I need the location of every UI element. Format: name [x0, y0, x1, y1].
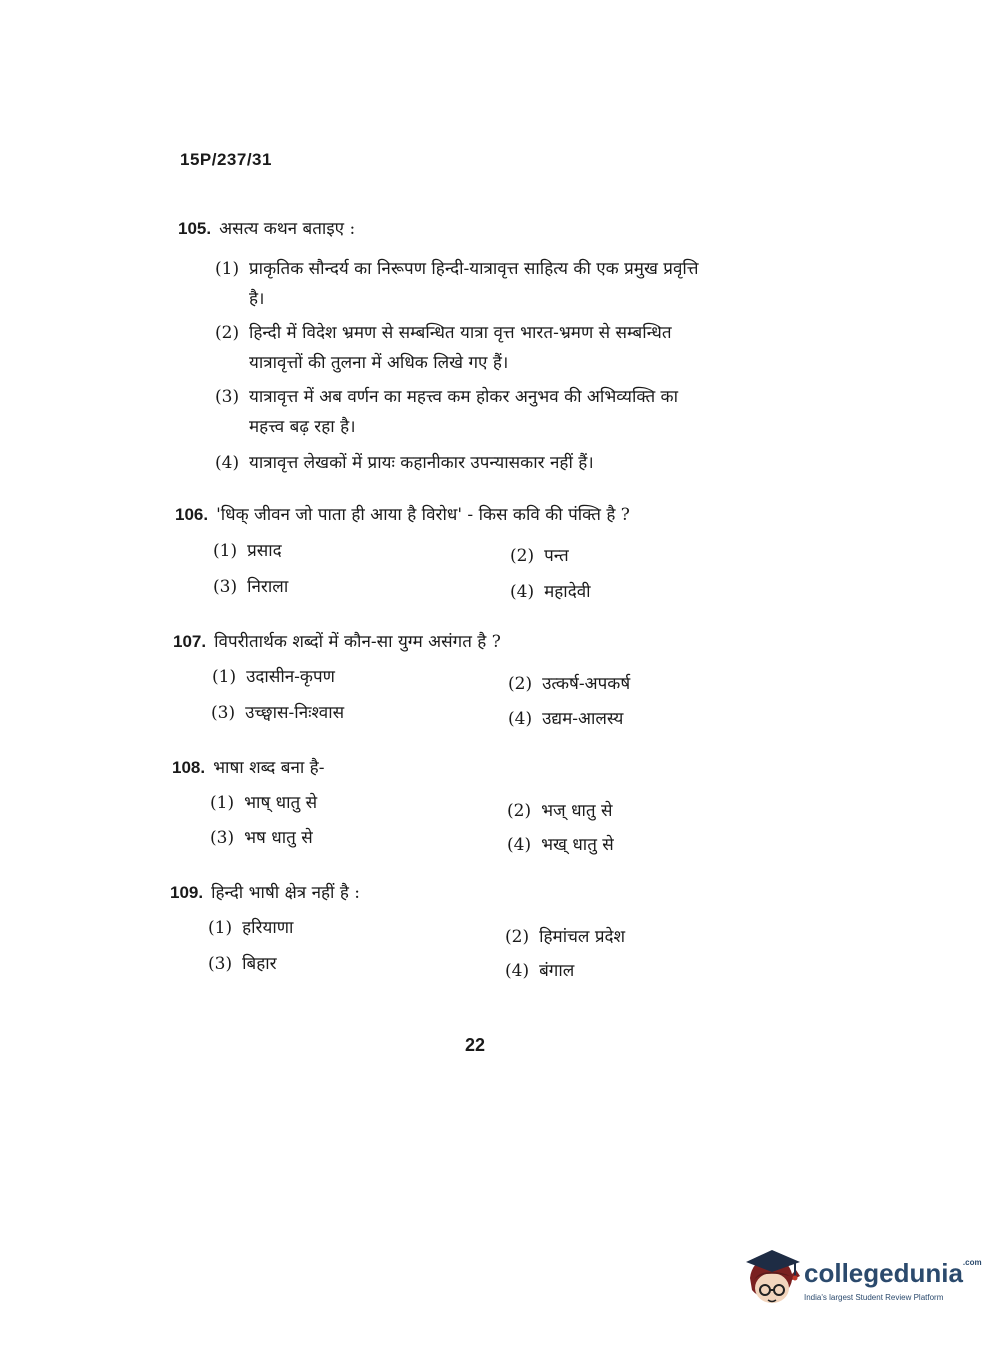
q109-option-3 [208, 949, 277, 979]
q108-option-2 [507, 796, 613, 826]
option-text: भाष् धातु से [244, 793, 318, 813]
option-text: उत्कर्ष-अपकर्ष [542, 674, 631, 694]
q107-option-4 [508, 704, 623, 734]
option-number: (3) [208, 954, 233, 974]
option-number: (4) [507, 835, 532, 855]
option-text: महादेवी [544, 582, 591, 602]
q108-option-3 [210, 823, 313, 853]
option-text: उद्यम-आलस्य [542, 709, 624, 729]
question-105 [178, 214, 355, 244]
q106-option-3 [213, 572, 288, 602]
option-text-continued: महत्त्व बढ़ रहा है। [249, 417, 356, 437]
option-number: (3) [213, 577, 238, 597]
q105-option-2 [215, 318, 805, 378]
option-text-continued: है। [249, 289, 265, 309]
question-number: 108. [172, 758, 206, 777]
question-number: 109. [170, 883, 204, 902]
option-text: हिमांचल प्रदेश [539, 927, 626, 947]
option-text: उच्छ्वास-निःश्वास [245, 703, 345, 723]
logo-wordmark [804, 1258, 982, 1289]
q109-option-4 [505, 956, 574, 986]
option-number: (3) [210, 828, 235, 848]
question-text: विपरीतार्थक शब्दों में कौन-सा युग्म असंगत है ? [214, 632, 501, 652]
option-text: हरियाणा [242, 918, 294, 938]
mascot-logo-icon [742, 1250, 802, 1310]
option-text: पन्त [544, 546, 569, 566]
option-number: (4) [215, 453, 240, 473]
q107-option-2 [508, 669, 630, 699]
q107-option-1 [212, 662, 335, 692]
q106-option-1 [213, 536, 282, 566]
question-number: 106. [175, 505, 209, 524]
q106-option-2 [510, 541, 569, 571]
q108-option-1 [210, 788, 317, 818]
option-number: (1) [213, 541, 238, 561]
q105-option-4 [215, 448, 805, 478]
option-number: (4) [510, 582, 535, 602]
option-text: भख् धातु से [541, 835, 614, 855]
question-text: भाषा शब्द बना है- [213, 758, 325, 778]
option-text-continued: यात्रावृत्तों की तुलना में अधिक लिखे गए हैं। [249, 353, 509, 373]
collegedunia-watermark [742, 1250, 982, 1310]
q105-option-1 [215, 254, 805, 314]
q108-option-4 [507, 830, 614, 860]
option-number: (1) [215, 259, 240, 279]
option-number: (1) [208, 918, 233, 938]
logo-tagline: India's largest Student Review Platform [804, 1293, 944, 1302]
question-number: 107. [173, 632, 207, 651]
option-number: (3) [211, 703, 236, 723]
option-number: (2) [507, 801, 532, 821]
option-number: (2) [508, 674, 533, 694]
question-text: असत्य कथन बताइए : [219, 219, 356, 239]
option-text: हिन्दी में विदेश भ्रमण से सम्बन्धित यात्रा वृत्त भारत-भ्रमण से सम्बन्धित [249, 323, 672, 343]
option-text: प्रसाद [247, 541, 282, 561]
question-107 [173, 627, 501, 657]
option-number: (4) [508, 709, 533, 729]
q109-option-2 [505, 922, 625, 952]
option-text: यात्रावृत्त लेखकों में प्रायः कहानीकार उपन्यासकार नहीं हैं। [249, 453, 594, 473]
option-number: (2) [510, 546, 535, 566]
option-text: निराला [247, 577, 289, 597]
brand-name: collegedunia [804, 1258, 963, 1288]
option-text: बंगाल [539, 961, 575, 981]
question-number: 105. [178, 219, 212, 238]
option-text: यात्रावृत्त में अब वर्णन का महत्त्व कम होकर अनुभव की अभिव्यक्ति का [249, 387, 679, 407]
q109-option-1 [208, 913, 293, 943]
option-number: (2) [215, 323, 240, 343]
option-text: प्राकृतिक सौन्दर्य का निरूपण हिन्दी-यात्रावृत्त साहित्य की एक प्रमुख प्रवृत्ति [249, 259, 699, 279]
option-number: (1) [212, 667, 237, 687]
q106-option-4 [510, 577, 591, 607]
brand-suffix: .com [962, 1258, 982, 1267]
option-text: उदासीन-कृपण [246, 667, 335, 687]
q107-option-3 [211, 698, 344, 728]
question-text: हिन्दी भाषी क्षेत्र नहीं है : [211, 883, 361, 903]
question-106 [175, 500, 630, 530]
option-number: (1) [210, 793, 235, 813]
option-number: (2) [505, 927, 530, 947]
question-108 [172, 753, 324, 783]
option-number: (4) [505, 961, 530, 981]
option-text: भष धातु से [244, 828, 313, 848]
option-text: बिहार [242, 954, 277, 974]
question-text: 'धिक् जीवन जो पाता ही आया है विरोध' - किस कवि की पंक्ति है ? [216, 505, 630, 525]
question-109 [170, 878, 360, 908]
option-text: भज् धातु से [541, 801, 613, 821]
option-number: (3) [215, 387, 240, 407]
q105-option-3 [215, 382, 805, 442]
page-number: 22 [465, 1035, 486, 1055]
paper-code: 15P/237/31 [180, 150, 272, 169]
